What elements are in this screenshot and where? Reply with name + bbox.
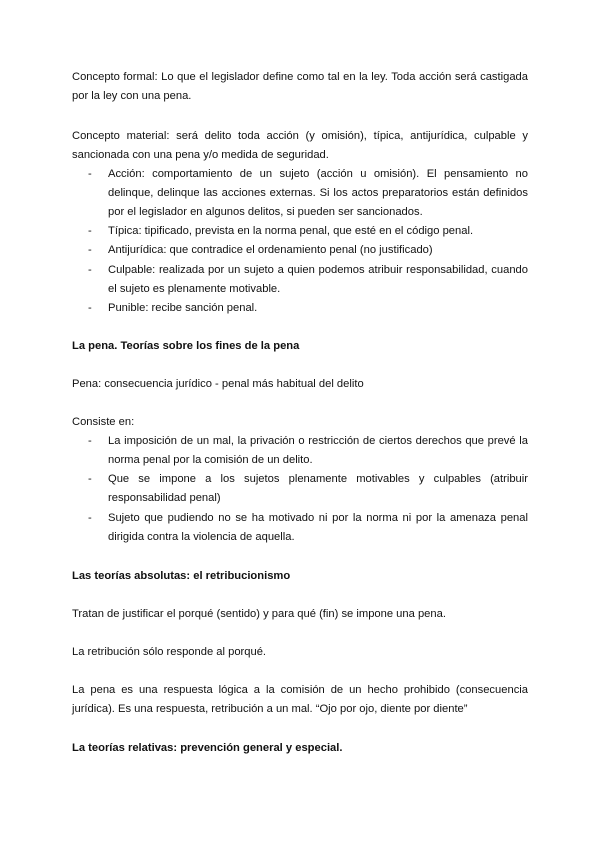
bullet-dash: -: [88, 512, 92, 524]
bullet-dash: -: [88, 473, 92, 485]
list-item-text: Típica: tipificado, prevista en la norma penal, que esté en el código penal.: [108, 225, 474, 237]
bullet-dash: -: [88, 264, 92, 276]
heading-la-pena: La pena. Teorías sobre los fines de la pena: [72, 340, 300, 352]
list-item-text: Acción: comportamiento de un sujeto (acción u omisión). El pensamiento no delinque, delinque las acciones externas. Si los actos preparatorios están definidos por el legislador en algunos delitos, si pueden ser sancionados.: [108, 168, 528, 218]
list-item-text: La imposición de un mal, la privación o restricción de ciertos derechos que prevé la norma penal por la comisión de un delito.: [108, 435, 528, 466]
list-item-culpable: [88, 261, 528, 299]
consiste-en-label: Consiste en:: [72, 416, 135, 428]
concepto-material-paragraph: Concepto material: será delito toda acción (y omisión), típica, antijurídica, culpable y sancionada con una pena y/o medida de seguridad.: [72, 130, 528, 161]
list-item-accion: [88, 165, 528, 222]
heading-teorias-absolutas: Las teorías absolutas: el retribucionismo: [72, 570, 291, 582]
bullet-dash: -: [88, 244, 92, 256]
list-item-text: Punible: recibe sanción penal.: [108, 302, 258, 314]
list-item-text: Que se impone a los sujetos plenamente motivables y culpables (atribuir responsabilidad penal): [108, 473, 528, 504]
bullet-dash: -: [88, 225, 92, 237]
pena-definition: Pena: consecuencia jurídico - penal más habitual del delito: [72, 378, 364, 390]
retribucion-paragraph: La retribución sólo responde al porqué.: [72, 646, 267, 658]
tratan-paragraph: Tratan de justificar el porqué (sentido) y para qué (fin) se impone una pena.: [72, 608, 446, 620]
bullet-dash: -: [88, 302, 92, 314]
list-item-antijuridica: [88, 241, 528, 260]
list-item-text: Culpable: realizada por un sujeto a quien podemos atribuir responsabilidad, cuando el sujeto es plenamente motivable.: [108, 264, 528, 295]
consiste-item-sujeto: [88, 509, 528, 547]
consiste-item-imposicion: [88, 432, 528, 470]
respuesta-logica-paragraph: La pena es una respuesta lógica a la comisión de un hecho prohibido (consecuencia jurídica). Es una respuesta, retribución a un mal. “Ojo por ojo, diente por diente”: [72, 684, 528, 715]
list-item-text: Antijurídica: que contradice el ordenamiento penal (no justificado): [108, 244, 433, 256]
list-item-tipica: [88, 222, 528, 241]
list-item-text: Sujeto que pudiendo no se ha motivado ni por la norma ni por la amenaza penal dirigida contra la violencia de aquella.: [108, 512, 528, 543]
consiste-item-motivables: [88, 470, 528, 508]
bullet-dash: -: [88, 435, 92, 447]
bullet-dash: -: [88, 168, 92, 180]
concepto-formal-paragraph: Concepto formal: Lo que el legislador define como tal en la ley. Toda acción será castigada por la ley con una pena.: [72, 71, 528, 102]
list-item-punible: [88, 299, 528, 318]
heading-teorias-relativas: La teorías relativas: prevención general y especial.: [72, 742, 343, 754]
